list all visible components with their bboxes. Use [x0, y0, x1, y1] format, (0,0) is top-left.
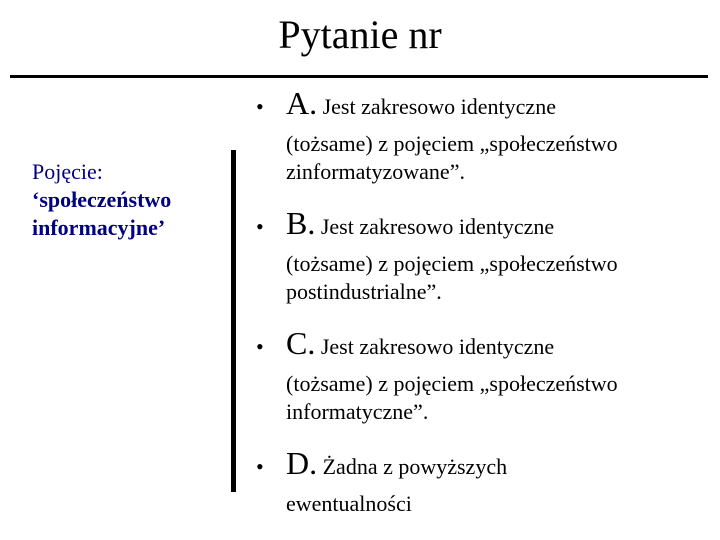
title-divider: [10, 75, 708, 78]
concept-label: Pojęcie:: [32, 159, 103, 184]
option-continuation: (tożsame) z pojęciem „społeczeństwo informatyczne”.: [286, 371, 618, 424]
bullet-icon: •: [256, 214, 264, 239]
vertical-divider: [231, 150, 236, 492]
option-b: [256, 206, 716, 306]
bullet-icon: •: [256, 94, 264, 119]
option-text: Jest zakresowo identyczne: [322, 94, 556, 119]
option-continuation: (tożsame) z pojęciem „społeczeństwo zinformatyzowane”.: [286, 131, 618, 184]
option-a: [256, 86, 716, 186]
option-letter: D.: [286, 445, 318, 481]
option-letter: A.: [286, 85, 318, 121]
option-text: Żadna z powyższych: [322, 454, 508, 479]
option-c: [256, 326, 716, 426]
concept-term: ‘społeczeństwo informacyjne’: [32, 187, 172, 240]
option-continuation: ewentualności: [286, 491, 412, 516]
bullet-icon: •: [256, 334, 264, 359]
option-letter: C.: [286, 325, 316, 361]
slide-title: Pytanie nr: [278, 12, 442, 57]
option-text: Jest zakresowo identyczne: [320, 334, 555, 359]
option-text: Jest zakresowo identyczne: [320, 214, 555, 239]
option-d: [256, 446, 716, 518]
option-letter: B.: [286, 205, 316, 241]
concept-box: [32, 158, 222, 242]
option-continuation: (tożsame) z pojęciem „społeczeństwo postindustrialne”.: [286, 251, 618, 304]
bullet-icon: •: [256, 454, 264, 479]
